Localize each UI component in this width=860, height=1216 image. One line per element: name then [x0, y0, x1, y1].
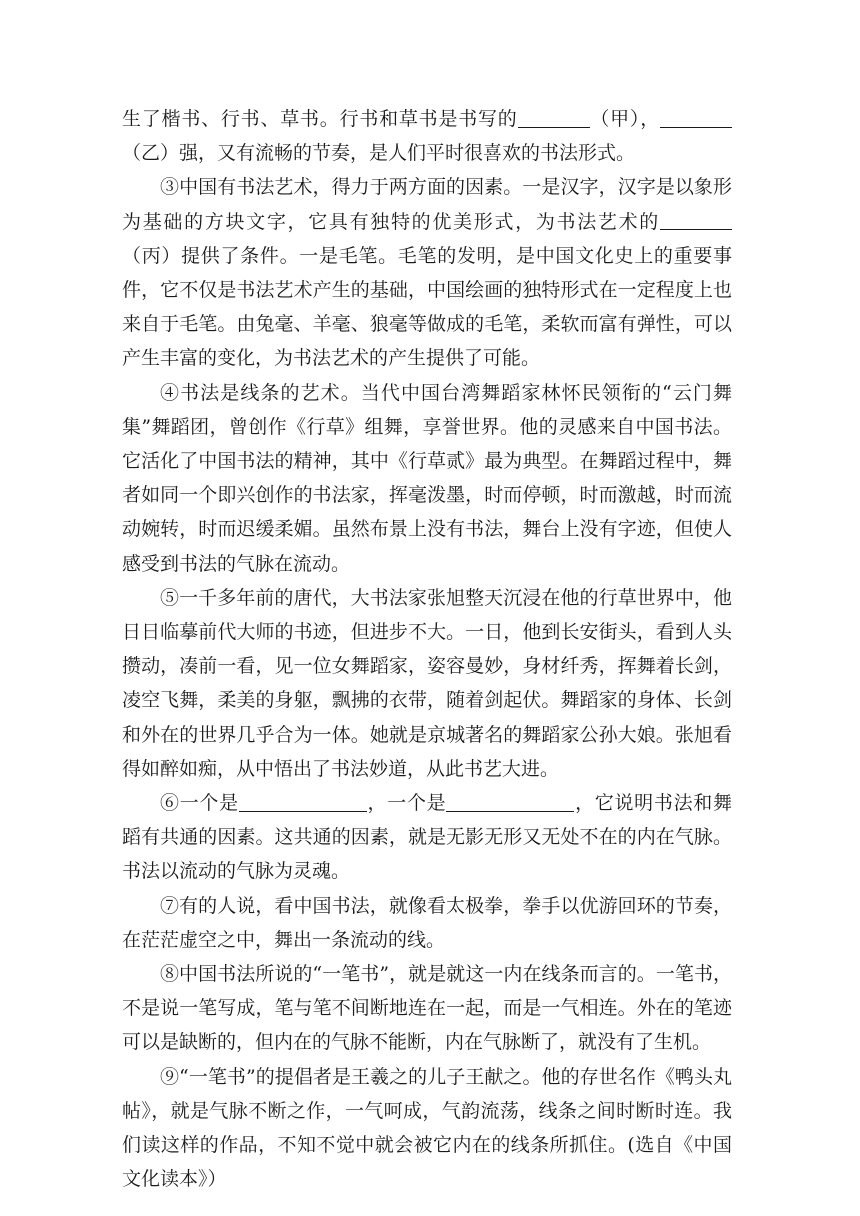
paragraph-8 — [122, 957, 732, 1060]
paragraph-text: ④书法是线条的艺术。当代中国台湾舞蹈家林怀民领衔的“云门舞集”舞蹈团，曾创作《行草》组舞，享誉世界。他的灵感来自中国书法。它活化了中国书法的精神，其中《行草贰》最为典型。在舞蹈过程中，舞者如同一个即兴创作的书法家，挥毫泼墨，时而停顿，时而激越，时而流动婉转，时而迟缓柔媚。虽然布景上没有书法，舞台上没有字迹，但使人感受到书法的气脉在流动。 — [122, 381, 732, 575]
paragraph-text: （甲）， — [589, 108, 660, 130]
fill-in-blank — [518, 108, 590, 128]
fill-in-blank — [446, 792, 574, 812]
paragraph-intro — [122, 102, 732, 170]
paragraph-3 — [122, 170, 732, 375]
paragraph-9 — [122, 1060, 732, 1197]
paragraph-text: ，一个是 — [366, 792, 447, 815]
paragraph-5 — [122, 581, 732, 786]
paragraph-7 — [122, 889, 732, 957]
paragraph-text: ⑧中国书法所说的“一笔书”，就是就这一内在线条而言的。一笔书，不是说一笔写成，笔与笔不间断地连在一起，而是一气相连。外在的笔迹可以是缺断的，但内在的气脉不能断，内在气脉断了，就没有了生机。 — [122, 963, 732, 1054]
paragraph-text: ⑥一个是 — [160, 792, 239, 815]
fill-in-blank — [239, 792, 367, 812]
paragraph-4 — [122, 376, 732, 581]
fill-in-blank — [660, 210, 732, 230]
paragraph-text: ⑦有的人说，看中国书法，就像看太极拳，拳手以优游回环的节奏，在茫茫虚空之中，舞出一条流动的线。 — [122, 894, 732, 951]
paragraph-text: ③中国有书法艺术，得力于两方面的因素。一是汉字，汉字是以象形为基础的方块文字，它具有独特的优美形式，为书法艺术的 — [122, 176, 732, 233]
paragraph-text: 生了楷书、行书、草书。行书和草书是书写的 — [122, 108, 518, 130]
document-page — [122, 102, 732, 1197]
fill-in-blank — [660, 108, 732, 128]
paragraph-text: ⑤一千多年前的唐代，大书法家张旭整天沉浸在他的行草世界中，他日日临摹前代大师的书迹，但进步不大。一日，他到长安街头，看到人头攒动，凑前一看，见一位女舞蹈家，姿容曼妙，身材纤秀，挥舞着长剑，凌空飞舞，柔美的身躯，飘拂的衣带，随着剑起伏。舞蹈家的身体、长剑和外在的世界几乎合为一体。她就是京城著名的舞蹈家公孙大娘。张旭看得如醉如痴，从中悟出了书法妙道，从此书艺大进。 — [122, 586, 732, 780]
paragraph-text: ，它说明书法和舞蹈有共通的因素。这共通的因素，就是无影无形又无处不在的内在气脉。书法以流动的气脉为灵魂。 — [122, 792, 732, 883]
paragraph-text: ⑨“一笔书”的提倡者是王羲之的儿子王献之。他的存世名作《鸭头丸帖》，就是气脉不断之作，一气呵成，气韵流荡，线条之间时断时连。我们读这样的作品，不知不觉中就会被它内在的线条所抓住。(选自《中国文化读本》） — [122, 1065, 732, 1191]
paragraph-text: （乙）强，又有流畅的节奏，是人们平时很喜欢的书法形式。 — [122, 142, 636, 165]
paragraph-6 — [122, 786, 732, 889]
paragraph-text: （丙）提供了条件。一是毛笔。毛笔的发明，是中国文化史上的重要事件，它不仅是书法艺术产生的基础，中国绘画的独特形式在一定程度上也来自于毛笔。由兔毫、羊毫、狼毫等做成的毛笔，柔软而富有弹性，可以产生丰富的变化，为书法艺术的产生提供了可能。 — [122, 244, 732, 370]
